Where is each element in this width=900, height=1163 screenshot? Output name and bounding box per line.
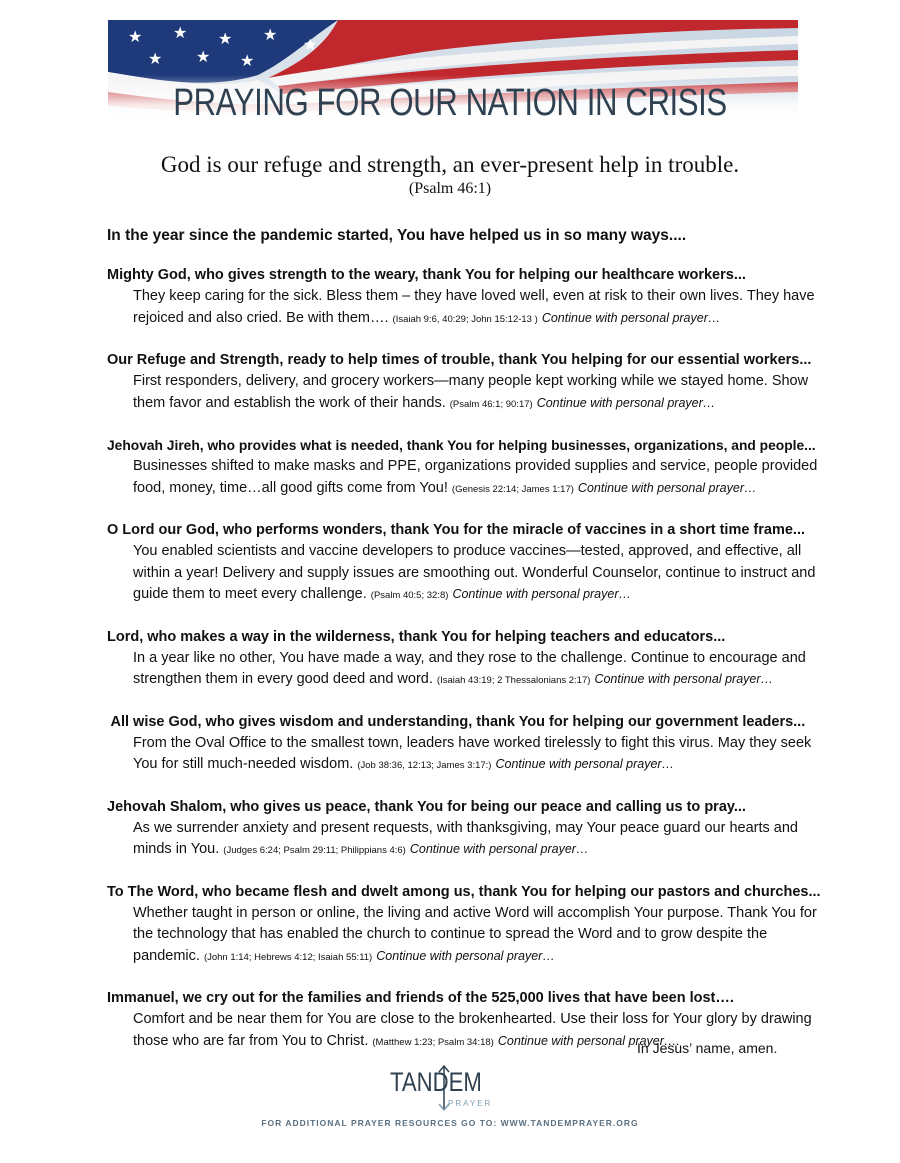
scripture-reference: (Judges 6:24; Psalm 29:11; Philippians 4:6) [223,845,406,856]
logo-subtitle: PRAYER [448,1099,493,1108]
prayer-businesses [107,435,837,500]
prayer-pastors [107,882,837,969]
prayer-heading: Mighty God, who gives strength to the weary, thank You for helping our healthcare workers... [107,267,746,283]
prayer-heading: Lord, who makes a way in the wilderness, thank You for helping teachers and educators... [107,628,726,645]
prayer-heading: O Lord our God, who performs wonders, thank You for the miracle of vaccines in a short time frame... [107,522,806,538]
prayer-list [107,265,837,1073]
prayer-teachers [107,627,837,692]
scripture-reference: (Psalm 40:5; 32:8) [370,590,449,601]
verse-reference: (Psalm 46:1) [408,180,492,197]
continue-prompt: Continue with personal prayer…. [497,1033,680,1048]
prayer-vaccines [107,520,837,607]
prayer-heading: All wise God, who gives wisdom and understanding, thank You for helping our government leaders... [107,713,806,730]
closing-line: In Jesus’ name, amen. [637,1040,778,1056]
scripture-reference: (Psalm 46:1; 90:17) [449,398,533,410]
scripture-reference: (Isaiah 9:6, 40:29; John 15:12-13 ) [392,313,538,325]
continue-prompt: Continue with personal prayer… [495,757,675,771]
continue-prompt: Continue with personal prayer… [452,587,632,601]
logo-wordmark: TANDEM [390,1067,482,1097]
scripture-reference: (Genesis 22:14; James 1:17) [451,483,574,495]
prayer-healthcare [107,265,837,330]
scripture-reference: (John 1:14; Hebrews 4:12; Isaiah 55:11) [203,951,373,963]
prayer-heading: Immanuel, we cry out for the families and friends of the 525,000 lives that have been lost…. [107,990,734,1006]
prayer-heading: Jehovah Shalom, who gives us peace, thank You for being our peace and calling us to pray... [107,798,746,815]
prayer-body [107,818,837,862]
prayer-text: In a year like no other, You have made a way, and they rose to the challenge. Continue to encourage and strengthen them in every good deed and word. [133,649,806,687]
prayer-body [107,648,837,692]
scripture-reference: (Job 38:36, 12:13; James 3:17:) [357,760,492,771]
prayer-text: You enabled scientists and vaccine developers to produce vaccines—tested, approved, and effective, all within a year! Delivery and supply issues are smoothing out. Wonderful Counselor, continue to instruct and guide them to meet every challenge. [133,543,816,602]
prayer-text: They keep caring for the sick. Bless them – they have loved well, even at risk to their own lives. They have rejoiced and also cried. Be with them…. [133,288,815,326]
prayer-heading: Jehovah Jireh, who provides what is needed, thank You for helping businesses, organizations, and people... [107,438,816,453]
prayer-text: From the Oval Office to the smallest town, leaders have worked tirelessly to fight this virus. May they seek You for still much-needed wisdom. [133,734,812,772]
tandem-logo [390,1063,514,1113]
prayer-body [107,541,837,607]
continue-prompt: Continue with personal prayer… [577,480,757,495]
prayer-text: Businesses shifted to make masks and PPE, organizations provided supplies and service, people provided food, money, time…all good gifts come from You! [133,458,818,496]
verse-text: God is our refuge and strength, an ever-present help in trouble. [160,152,740,177]
prayer-text: First responders, delivery, and grocery workers—many people kept working while we stayed home. Show them favor and establish the work of their hands. [133,373,809,411]
prayer-body [107,903,837,969]
prayer-government [107,712,837,777]
continue-prompt: Continue with personal prayer… [536,395,716,410]
prayer-body [107,456,837,500]
prayer-body [107,371,837,415]
prayer-heading: Our Refuge and Strength, ready to help times of trouble, thank You helping for our essential workers... [107,352,812,368]
prayer-text: Whether taught in person or online, the living and active Word will accomplish Your purpose. Thank You for the technology that has enabled the church to continue to spread the Word and to grow despite the pandemic. [133,904,817,964]
continue-prompt: Continue with personal prayer… [594,672,774,686]
intro-heading: In the year since the pandemic started, You have helped us in so many ways.... [107,227,687,244]
continue-prompt: Continue with personal prayer… [541,310,721,325]
prayer-peace [107,797,837,862]
prayer-body [107,286,837,330]
banner-title: PRAYING FOR OUR NATION IN CRISIS [173,82,727,124]
continue-prompt: Continue with personal prayer… [376,948,555,963]
footer-resources-link[interactable]: FOR ADDITIONAL PRAYER RESOURCES GO TO: WWW.TANDEMPRAYER.ORG [261,1118,639,1128]
prayer-body [107,733,837,777]
continue-prompt: Continue with personal prayer… [409,842,589,856]
prayer-essential-workers [107,350,837,415]
scripture-reference: (Matthew 1:23; Psalm 34:18) [372,1036,494,1048]
prayer-heading: To The Word, who became flesh and dwelt among us, thank You for helping our pastors and churches... [107,883,821,900]
prayer-text: As we surrender anxiety and present requests, with thanksgiving, may Your peace guard our hearts and minds in You. [133,819,798,857]
scripture-reference: (Isaiah 43:19; 2 Thessalonians 2:17) [436,675,591,686]
prayer-text: Comfort and be near them for You are close to the brokenhearted. Use their loss for Your glory by drawing those who are far from You to Christ. [133,1011,812,1049]
